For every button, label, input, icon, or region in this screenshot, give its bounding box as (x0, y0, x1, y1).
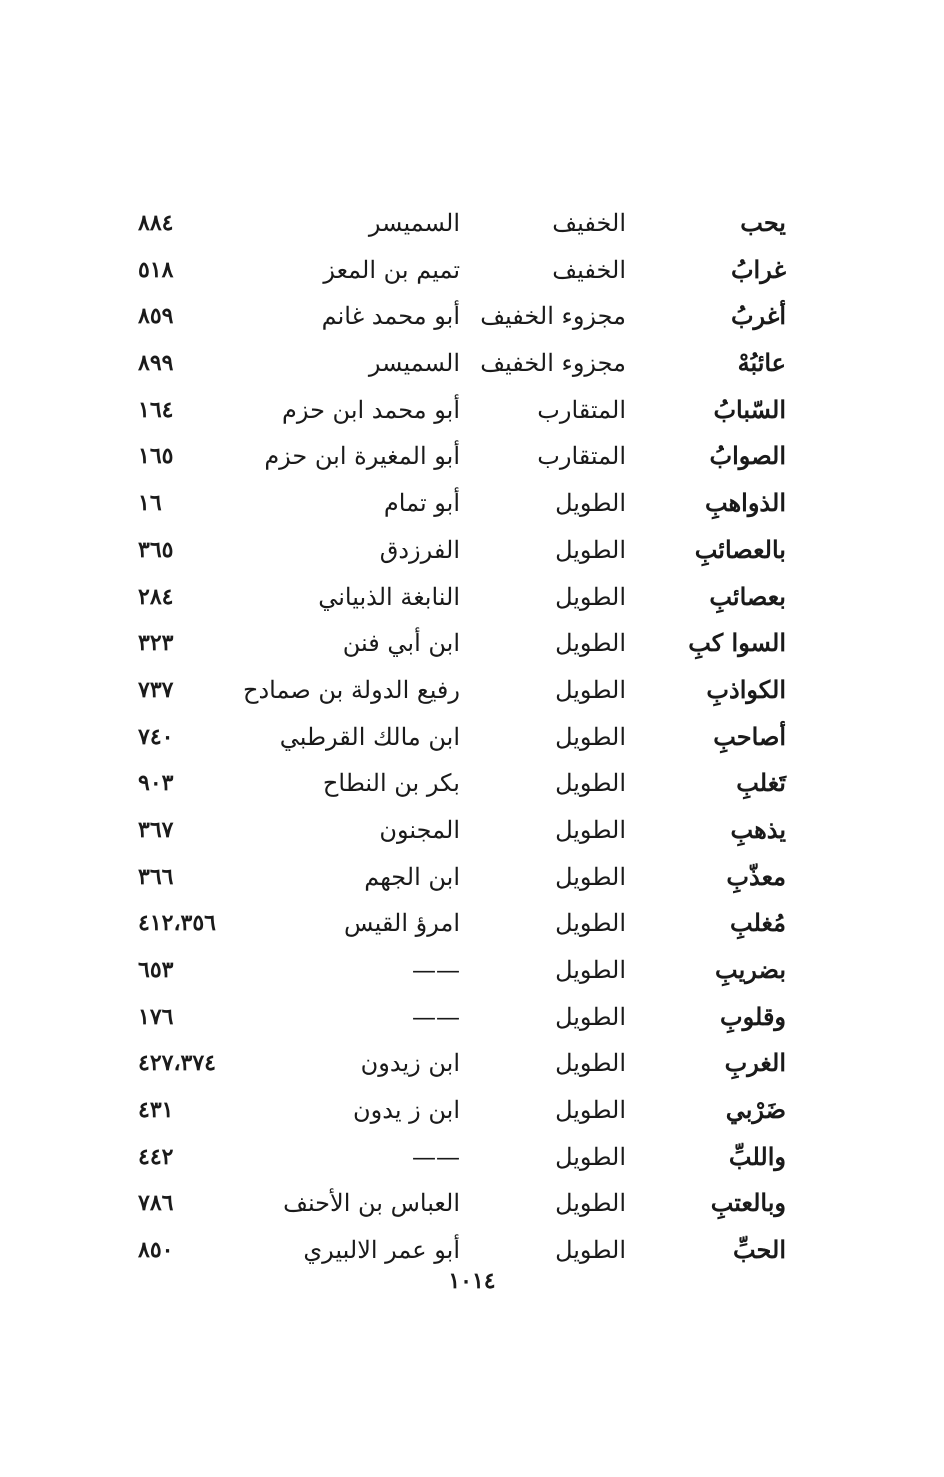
rhyme-word: السّبابُ (713, 394, 786, 424)
page-numbers: ١٦٤ (138, 396, 174, 423)
poet-name: العباس بن الأحنف (283, 1189, 460, 1218)
poet-name: أبو محمد غانم (321, 302, 460, 331)
poet-name: النابغة الذبياني (318, 582, 460, 611)
page-numbers: ١٦ (138, 490, 162, 517)
page-numbers: ٨٨٤ (138, 210, 174, 236)
table-row (0, 1227, 944, 1274)
meter-name: الطويل (555, 769, 626, 798)
page-numbers: ٧٤٠ (138, 723, 174, 750)
rhyme-word: مُغلبِ (730, 908, 786, 938)
rhyme-word: بعصائبِ (709, 581, 786, 611)
page-numbers: ٤٤٢ (138, 1143, 174, 1170)
table-row (0, 947, 944, 994)
rhyme-word: عائبُهْ (737, 348, 786, 378)
table-row (0, 854, 944, 901)
poet-name: —— (412, 956, 460, 984)
page-numbers: ٥١٨ (138, 256, 174, 283)
poet-name: الفرزدق (379, 535, 460, 564)
rhyme-word: الغربِ (724, 1048, 786, 1078)
page-numbers: ٨٥٠ (138, 1237, 174, 1264)
meter-name: الطويل (555, 1096, 626, 1125)
meter-name: الطويل (555, 582, 626, 611)
rhyme-word: واللبِّ (728, 1141, 786, 1171)
meter-name: المتقارب (537, 395, 626, 424)
page-numbers: ٤٢٧،٣٧٤ (138, 1050, 216, 1077)
rhyme-word: غرابُ (730, 254, 786, 284)
poet-name: تميم بن المعز (323, 255, 460, 284)
table-row (0, 293, 944, 340)
rhyme-word: يذهبِ (730, 814, 786, 844)
table-row (0, 807, 944, 854)
meter-name: الطويل (555, 675, 626, 704)
poet-name: السميسر (368, 209, 460, 237)
page-numbers: ٣٦٦ (138, 863, 174, 890)
table-row (0, 667, 944, 714)
page-numbers: ٤١٢،٣٥٦ (138, 910, 216, 937)
rhyme-word: الصوابُ (709, 441, 786, 471)
table-row (0, 574, 944, 621)
poet-name: —— (412, 1002, 460, 1031)
table-row (0, 1180, 944, 1227)
rhyme-word: وقلوبِ (720, 1001, 786, 1031)
poet-name: أبو عمر الالبيري (303, 1236, 460, 1265)
page-numbers: ٣٦٥ (138, 536, 174, 563)
page-numbers: ١٧٦ (138, 1003, 174, 1030)
rhyme-index-table (0, 200, 944, 1274)
meter-name: المتقارب (537, 442, 626, 471)
page-numbers: ٩٠٣ (138, 770, 174, 797)
table-row (0, 994, 944, 1041)
rhyme-word: الذواهبِ (704, 488, 786, 518)
table-row (0, 1040, 944, 1087)
poet-name: امرؤ القيس (344, 909, 460, 938)
page-numbers: ١٦٥ (138, 443, 174, 470)
poet-name: المجنون (379, 815, 460, 844)
table-row (0, 200, 944, 247)
table-row (0, 527, 944, 574)
poet-name: ابن مالك القرطبي (279, 722, 460, 751)
meter-name: مجزوء الخفيف (480, 349, 626, 378)
poet-name: ابن ز يدون (353, 1096, 460, 1125)
poet-name: أبو محمد ابن حزم (281, 395, 460, 424)
page-number: ١٠١٤ (448, 1268, 496, 1294)
poet-name: ابن أبي فنن (342, 629, 460, 658)
table-row (0, 387, 944, 434)
rhyme-word: بالعصائبِ (694, 534, 786, 564)
rhyme-word: الكواذبِ (706, 674, 786, 704)
page-numbers: ٢٨٤ (138, 583, 174, 610)
meter-name: الطويل (555, 1002, 626, 1031)
rhyme-word: وبالعتبِ (710, 1188, 786, 1218)
page-numbers: ٣٢٣ (138, 630, 174, 657)
rhyme-word: السوا كبِ (688, 628, 786, 658)
meter-name: الطويل (555, 956, 626, 984)
rhyme-word: ضَرْبي (725, 1095, 786, 1125)
rhyme-word: أصاحبِ (713, 721, 786, 751)
table-row (0, 900, 944, 947)
rhyme-word: بضريبِ (715, 955, 786, 984)
poet-name: السميسر (368, 349, 460, 378)
meter-name: الخفيف (552, 255, 626, 284)
table-row (0, 1134, 944, 1181)
poet-name: أبو تمام (383, 489, 460, 518)
meter-name: الطويل (555, 629, 626, 658)
page-numbers: ٧٨٦ (138, 1190, 174, 1217)
rhyme-word: الحبِّ (732, 1235, 786, 1265)
meter-name: الطويل (555, 1049, 626, 1078)
poet-name: أبو المغيرة ابن حزم (264, 442, 460, 471)
meter-name: الطويل (555, 862, 626, 891)
meter-name: الطويل (555, 722, 626, 751)
meter-name: الطويل (555, 1189, 626, 1218)
rhyme-word: معذّبِ (726, 861, 786, 891)
meter-name: الطويل (555, 1236, 626, 1265)
table-row (0, 714, 944, 761)
meter-name: الطويل (555, 489, 626, 518)
page-numbers: ٨٥٩ (138, 303, 174, 330)
meter-name: الخفيف (552, 209, 626, 237)
poet-name: —— (412, 1142, 460, 1171)
meter-name: الطويل (555, 535, 626, 564)
page-numbers: ٦٥٣ (138, 957, 174, 983)
poet-name: بكر بن النطاح (322, 769, 460, 798)
table-row (0, 433, 944, 480)
table-row (0, 620, 944, 667)
meter-name: الطويل (555, 1142, 626, 1171)
poet-name: ابن الجهم (364, 862, 460, 891)
meter-name: الطويل (555, 909, 626, 938)
rhyme-word: أغربُ (730, 301, 786, 331)
table-row (0, 247, 944, 294)
table-row (0, 760, 944, 807)
table-row (0, 340, 944, 387)
page-numbers: ٣٦٧ (138, 816, 174, 843)
page-numbers: ٨٩٩ (138, 350, 174, 377)
table-row (0, 480, 944, 527)
meter-name: مجزوء الخفيف (480, 302, 626, 331)
page-numbers: ٤٣١ (138, 1097, 174, 1124)
meter-name: الطويل (555, 815, 626, 844)
poet-name: ابن زيدون (360, 1049, 460, 1078)
page-numbers: ٧٣٧ (138, 676, 174, 703)
rhyme-word: يحب (740, 208, 786, 237)
table-row (0, 1087, 944, 1134)
poet-name: رفيع الدولة بن صمادح (242, 675, 460, 704)
rhyme-word: تَغلبِ (736, 768, 786, 798)
